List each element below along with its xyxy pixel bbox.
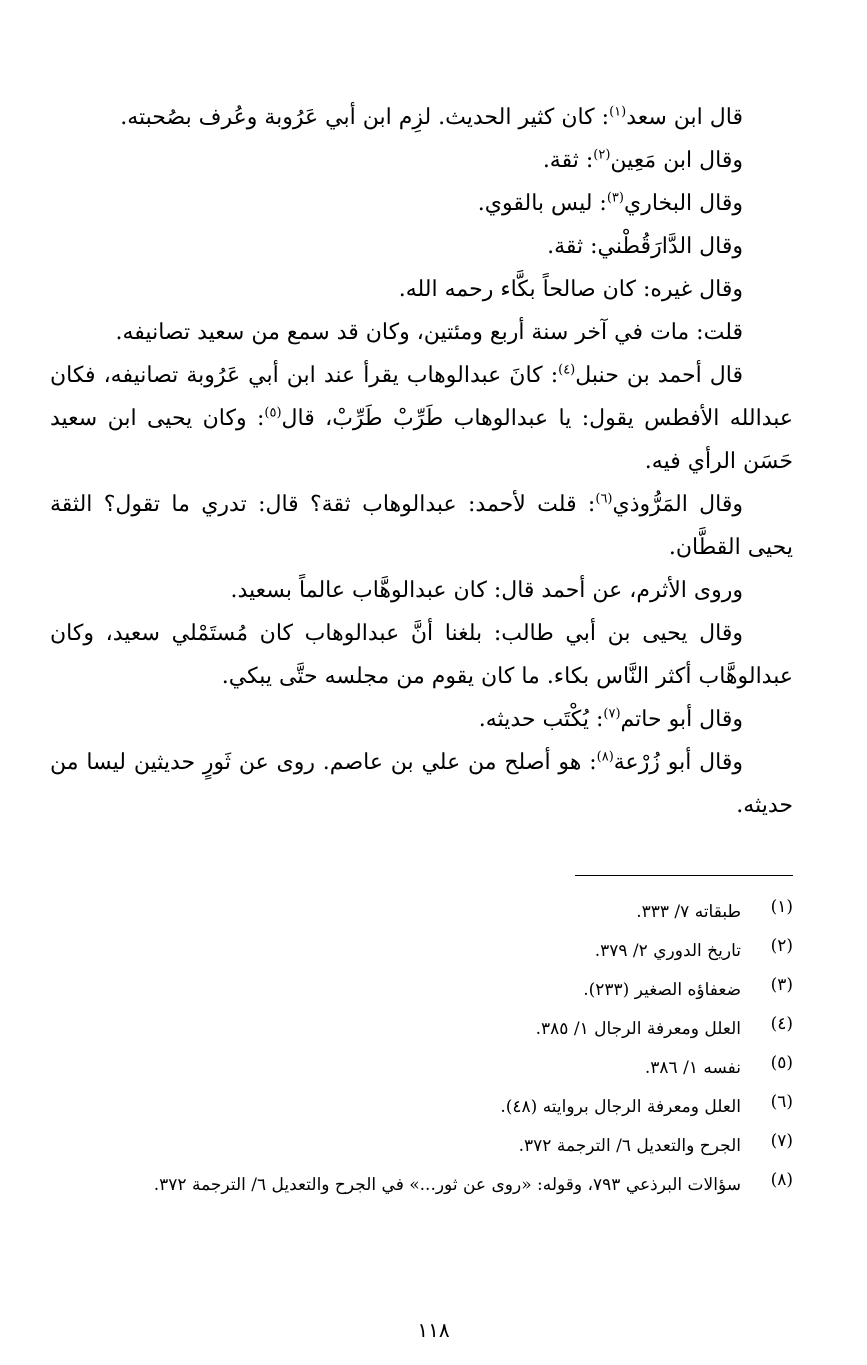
footnote-text: نفسه ١/ ٣٨٦. [644, 1058, 741, 1078]
text-run: : كانَ عبدالوهاب يقرأ عند ابن أبي عَرُوبة تصانيفه، فكان عبدالله الأفطس يقول: يا عبدالوهاب طَرِّبْ طَرِّبْ، قال [50, 363, 793, 431]
text-run: : ثقة. [542, 148, 594, 173]
footnote-text: العلل ومعرفة الرجال ١/ ٣٨٥. [535, 1019, 741, 1039]
text-run: وقال أبو زُرْعة [613, 750, 743, 775]
footnote-text: تاريخ الدوري ٢/ ٣٧٩. [594, 941, 741, 961]
footnote-number: (٢) [770, 936, 793, 956]
footnote-ref[interactable]: (٧) [603, 706, 621, 722]
footnote-text: طبقاته ٧/ ٣٣٣. [636, 902, 741, 922]
footnote-number: (٧) [770, 1131, 793, 1151]
paragraph-abu-zura [50, 741, 793, 827]
paragraph-abu-hatim [50, 698, 793, 741]
footnote-divider [575, 875, 793, 876]
footnote-item [50, 1131, 793, 1170]
text-run: وقال البخاري [623, 191, 743, 216]
footnote-number: (٦) [770, 1092, 793, 1112]
footnote-item [50, 1053, 793, 1092]
text-run: : كان كثير الحديث. لزِم ابن أبي عَرُوبة وعُرف بصُحبته. [120, 105, 610, 130]
text-run: وقال المَرُّوذي [612, 492, 743, 517]
footnote-ref[interactable]: (٥) [264, 405, 282, 421]
footnote-ref[interactable]: (١) [609, 104, 627, 120]
footnote-ref[interactable]: (٨) [596, 749, 614, 765]
footnote-number: (٥) [770, 1053, 793, 1073]
footnote-item [50, 975, 793, 1014]
footnote-item [50, 1092, 793, 1131]
text-run: : قلت لأحمد: عبدالوهاب ثقة؟ قال: تدري ما تقول؟ الثقة يحيى القطَّان. [50, 492, 793, 560]
text-run: وقال أبو حاتم [620, 707, 743, 732]
text-run: قال أحمد بن حنبل [575, 363, 743, 388]
footnote-ref[interactable]: (٦) [595, 491, 613, 507]
paragraph-death: قلت: مات في آخر سنة أربع ومئتين، وكان قد سمع من سعيد تصانيفه. [115, 320, 743, 345]
main-text [50, 96, 793, 827]
footnote-number: (٨) [770, 1170, 793, 1190]
text-run: قال ابن سعد [626, 105, 743, 130]
paragraph-yahya: وقال يحيى بن أبي طالب: بلغنا أنَّ عبدالوهاب كان مُستَمْلي سعيد، وكان عبدالوهَّاب أكثر النَّاس بكاء. ما كان يقوم من مجلسه حتَّى يبكي. [50, 621, 793, 689]
text-run: : يُكْتَب حديثه. [478, 707, 604, 732]
footnote-text: العلل ومعرفة الرجال بروايته (٤٨). [500, 1097, 741, 1117]
paragraph-ibn-main [50, 139, 793, 182]
footnote-item [50, 897, 793, 936]
paragraph-ibn-saad [50, 96, 793, 139]
paragraph-daraqutni: وقال الدَّارَقُطْني: ثقة. [547, 234, 743, 259]
footnote-number: (١) [770, 897, 793, 917]
footnotes [50, 897, 793, 1200]
paragraph-marrudhi [50, 483, 793, 569]
paragraph-bukhari [50, 182, 793, 225]
footnote-text: سؤالات البرذعي ٧٩٣، وقوله: «روى عن ثور...» في الجرح والتعديل ٦/ الترجمة ٣٧٢. [153, 1175, 741, 1195]
paragraph-athram: وروى الأثرم، عن أحمد قال: كان عبدالوهَّاب عالماً بسعيد. [230, 578, 743, 603]
footnote-number: (٤) [770, 1014, 793, 1034]
footnote-item [50, 1014, 793, 1053]
paragraph-others: وقال غيره: كان صالحاً بكَّاء رحمه الله. [398, 277, 743, 302]
footnote-item [50, 1170, 793, 1200]
text-run: وقال ابن مَعِين [610, 148, 743, 173]
text-run: : وكان يحيى ابن سعيد حَسَن الرأي فيه. [50, 406, 793, 474]
footnote-ref[interactable]: (٢) [593, 147, 611, 163]
footnote-text: ضعفاؤه الصغير (٢٣٣). [583, 980, 741, 1000]
footnote-ref[interactable]: (٤) [558, 362, 576, 378]
footnote-text: الجرح والتعديل ٦/ الترجمة ٣٧٢. [518, 1136, 741, 1156]
page-number: ١١٨ [417, 1318, 450, 1342]
paragraph-ahmad [50, 354, 793, 483]
footnote-number: (٣) [770, 975, 793, 995]
footnote-ref[interactable]: (٣) [606, 190, 624, 206]
text-run: : هو أصلح من علي بن عاصم. روى عن ثَورٍ حديثين ليسا من حديثه. [50, 750, 793, 818]
text-run: : ليس بالقوي. [477, 191, 607, 216]
footnote-item [50, 936, 793, 975]
